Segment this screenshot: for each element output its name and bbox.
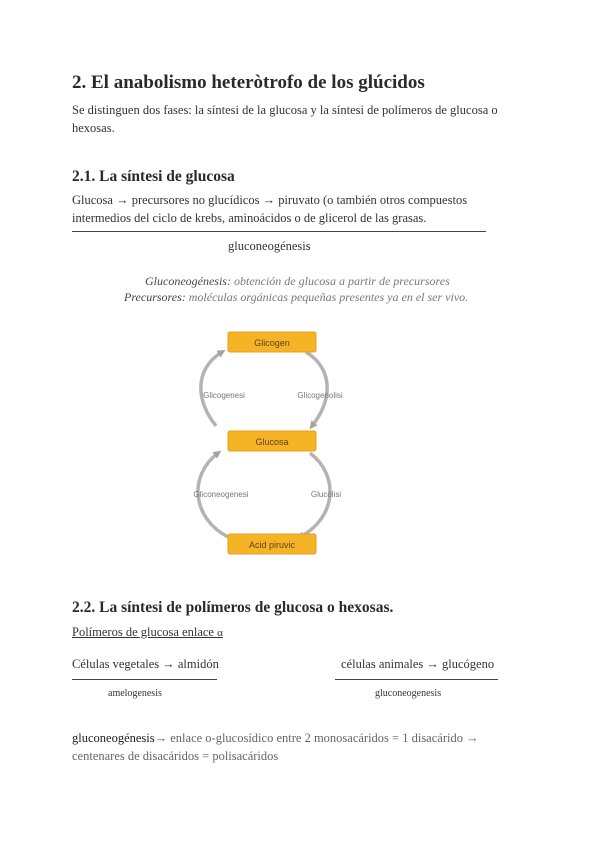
box-glucose-label: Glucosa [255,437,289,447]
animal-cells: células animales → glucógeno [341,657,495,671]
vegetal-underline [72,679,217,680]
glycosidic-description: → enlace o-glucosídico entre 2 monosacáridos = 1 disacárido → centenares de disacáridos = polisacáridos [72,731,479,763]
animal-subtitle: gluconeogenesis [375,688,442,699]
box-glycogen-label: Glicogen [254,338,290,348]
label-gluconeogenesis: Gliconeogenesi [193,490,249,499]
polymers-heading [72,625,223,640]
section-2-1-title: 2.1. La síntesi de glucosa [72,168,235,185]
vegetal-cells: Células vegetales → almidón [72,657,219,671]
arrow-glycogenolysis [306,352,327,426]
animal-underline [335,679,498,680]
label-glycogenolysis: Glicogenolisi [297,391,343,400]
definition-term: Gluconeogénesis: [145,274,231,288]
definition-term: Precursores: [124,290,186,304]
glucose-metabolism-diagram [170,318,360,564]
divider-line [72,231,486,232]
section-2-1-text: Glucosa → precursores no glucídicos → piruvato (o también otros compuestos intermedios del ciclo de krebs, aminoácidos o de glicerol de las grasas. [72,193,468,225]
box-pyruvic-label: Acid piruvic [248,540,296,550]
section-2-2-title: 2.2. La síntesi de polímeros de glucosa o hexosas. [72,599,394,616]
label-glycolysis: Glucòlisi [310,490,342,499]
glycosidic-bond-text [72,729,512,765]
gluconeogenesis-label: gluconeogénesis [228,239,311,253]
definition-text: obtención de glucosa a partir de precursores [230,274,450,288]
label-glycogenesis: Glicogenesi [203,391,245,400]
definition-text: moléculas orgánicas pequeñas presentes ya en el ser vivo. [185,290,469,304]
alpha-symbol: α [217,627,223,639]
arrow-glycogenesis [201,352,222,426]
definition-gluconeogenesis [145,274,450,289]
section-2-intro: Se distinguen dos fases: la síntesi de la glucosa y la síntesi de polímeros de glucosa o hexosas. [72,103,498,135]
glycosidic-key: gluconeogénesis [72,731,155,745]
definition-precursors [124,290,468,305]
vegetal-subtitle: amelogenesis [108,688,162,699]
polymers-label: Polímeros de glucosa enlace [72,625,218,639]
section-2-title: 2. El anabolismo heteròtrofo de los glúcidos [72,72,425,93]
